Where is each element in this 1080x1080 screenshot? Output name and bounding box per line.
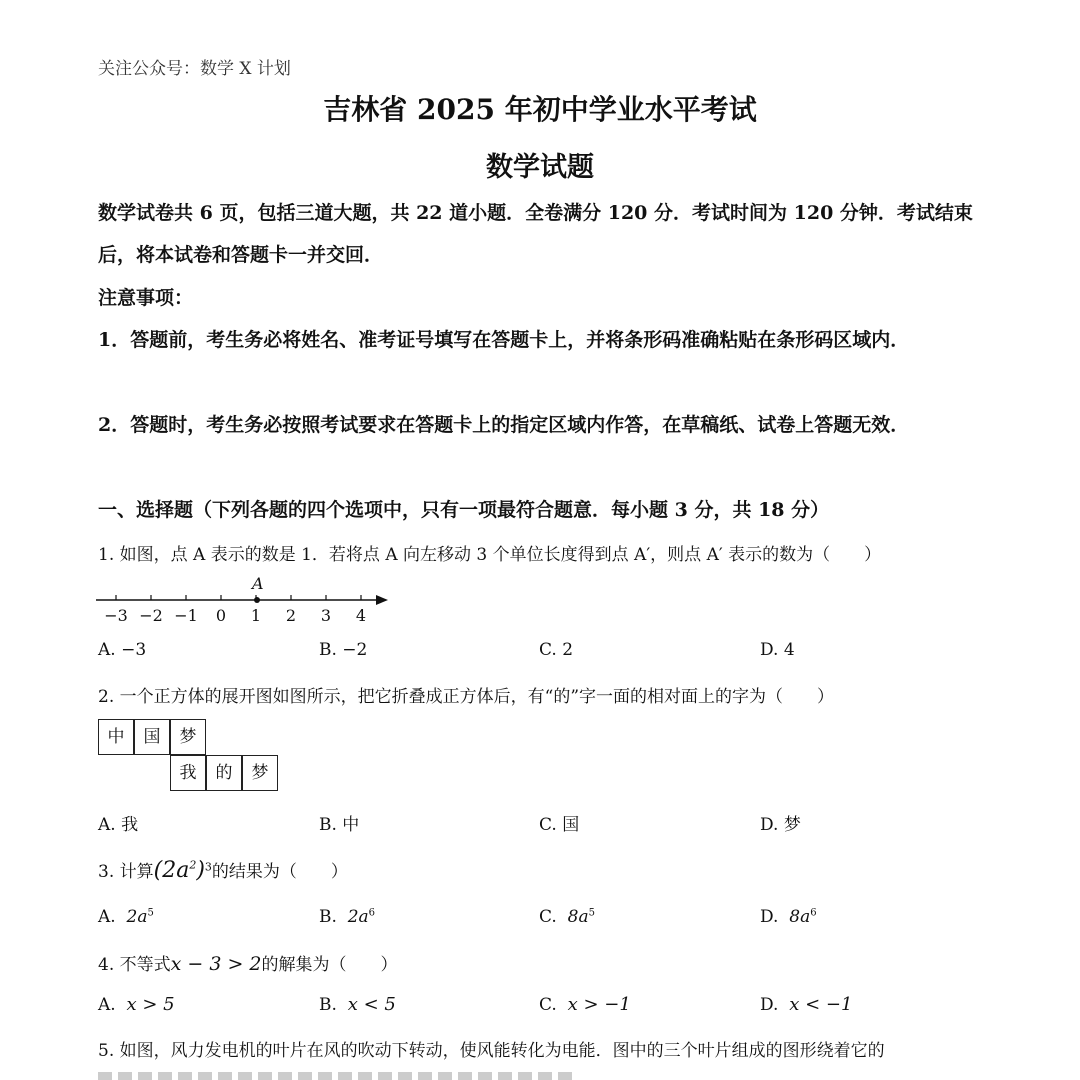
number-line-arrow	[376, 595, 388, 605]
q2-option-a[interactable]: A. 我	[98, 815, 139, 835]
question-1-stem: 1. 如图，点 A 表示的数是 1．若将点 A 向左移动 3 个单位长度得到点 A′，则点 A′ 表示的数为（ ）	[98, 545, 882, 565]
number-line-tick-label: −3	[104, 606, 128, 625]
watermark-text: 关注公众号：数学 X 计划	[98, 59, 291, 79]
q3-option-a[interactable]: A. $2a^5$	[98, 907, 154, 927]
question-5-stem: 5. 如图，风力发电机的叶片在风的吹动下转动，使风能转化为电能．图中的三个叶片组成的图形绕着它的	[98, 1041, 885, 1061]
q4-option-d[interactable]: D. x < −1	[760, 994, 853, 1015]
q3-option-c[interactable]: C. $8a^5$	[539, 907, 595, 927]
point-a-label: A	[252, 574, 264, 593]
q4-option-c[interactable]: C. x > −1	[539, 994, 631, 1015]
q1-option-c[interactable]: C. 2	[539, 640, 574, 660]
q3-option-b[interactable]: B. $2a^6$	[319, 907, 376, 927]
q3-option-d[interactable]: D. $8a^6$	[760, 907, 817, 927]
q2-option-c[interactable]: C. 国	[539, 815, 580, 835]
net-cell: 梦	[170, 719, 206, 755]
q2-option-d[interactable]: D. 梦	[760, 815, 801, 835]
number-line-tick-label: 4	[355, 606, 367, 625]
net-cell: 梦	[242, 755, 278, 791]
question-2-stem: 2. 一个正方体的展开图如图所示，把它折叠成正方体后，有“的”字一面的相对面上的字为（ ）	[98, 687, 835, 707]
number-line-tick-label: −1	[174, 606, 198, 625]
section-heading: 一、选择题（下列各题的四个选项中，只有一项最符合题意．每小题 3 分，共 18 分）	[98, 499, 830, 521]
q4-option-a[interactable]: A. x > 5	[98, 994, 175, 1015]
q1-option-d[interactable]: D. 4	[760, 640, 795, 660]
notice-item-2: 2．答题时，考生务必按照考试要求在答题卡上的指定区域内作答，在草稿纸、试卷上答题无效．	[98, 414, 910, 436]
number-line-figure	[92, 572, 392, 628]
number-line-tick-label: 3	[320, 606, 332, 625]
q4-option-b[interactable]: B. x < 5	[319, 994, 396, 1015]
net-cell: 我	[170, 755, 206, 791]
net-cell: 中	[98, 719, 134, 755]
exam-subtitle: 数学试题	[486, 152, 594, 183]
number-line-tick-label: −2	[139, 606, 163, 625]
notice-item-1: 1．答题前，考生务必将姓名、准考证号填写在答题卡上，并将条形码准确粘贴在条形码区域内．	[98, 329, 910, 351]
number-line-tick-label: 0	[215, 606, 227, 625]
cube-net-figure	[98, 719, 288, 793]
number-line-tick-label: 1	[250, 606, 262, 625]
q4-expression: x − 3 > 2	[170, 953, 262, 975]
net-cell: 的	[206, 755, 242, 791]
q3-expression: $(2a^2)$	[153, 858, 205, 883]
exam-title: 吉林省 2025 年初中学业水平考试	[323, 93, 757, 126]
intro-paragraph: 数学试卷共 6 页，包括三道大题，共 22 道小题．全卷满分 120 分．考试时间为 120 分钟．考试结束后，将本试卷和答题卡一并交回．	[98, 202, 973, 266]
q2-option-b[interactable]: B. 中	[319, 815, 360, 835]
number-line-tick-label: 2	[285, 606, 297, 625]
q1-option-b[interactable]: B. −2	[319, 640, 368, 660]
question-3-stem: 3. 计算$(2a^2)^3$的结果为（ ）	[98, 858, 348, 883]
point-a-dot	[254, 597, 260, 603]
question-4-stem: 4. 不等式x − 3 > 2的解集为（ ）	[98, 953, 398, 975]
cut-off-text-line	[98, 1072, 578, 1080]
q1-option-a[interactable]: A. −3	[98, 640, 147, 660]
notice-heading: 注意事项：	[98, 287, 194, 309]
net-cell: 国	[134, 719, 170, 755]
